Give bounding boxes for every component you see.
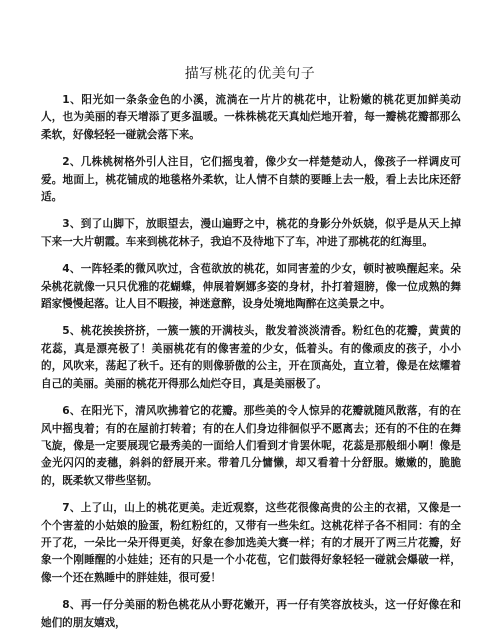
paragraph-1: 1、阳光如一条条金色的小溪，流淌在一片片的桃花中，让粉嫩的桃花更加鲜美动人，也为美丽的春天增添了更多温暖。一株株桃花天真灿烂地开着，每一瓣桃花瓣都那么柔软，好像轻轻一碰就会落下来。: [41, 94, 461, 141]
paragraph-7: 7、上了山，山上的桃花更美。走近观察，这些花很像高贵的公主的衣裙，又像是一个个害羞的小姑娘的脸蛋，粉红粉红的，又带有一些朱红。这桃花样子各不相同：有的全开了花，一朵比一朵开得更美，好象在参加选美大赛一样；有的才展开了两三片花瓣，好象一个刚睡醒的小娃娃；还有的只是一个小花苞，它们鼓得好象轻轻一碰就会爆破一样，像一个还在熟睡中的胖娃娃，很可爱！: [41, 502, 461, 584]
paragraph-6: 6、在阳光下，清风吹拂着它的花瓣。那些美的令人惊异的花瓣就随风散落，有的在风中摇曳着；有的在屋前打转着；有的在人们身边徘徊似乎不愿离去；还有的不住的在舞飞旋，像是一定要展现它最秀美的一面给人们看到才肯罢休呢，花蕊是那般细小啊！像是金光闪闪的麦穗，斜斜的舒展开来。带着几分慵懒，却又看着十分舒服。嫩嫩的，脆脆的，既柔软又带些坚韧。: [41, 405, 461, 487]
paragraph-8: 8、再一仔分美丽的粉色桃花从小野花嫩开，再一仔有笑容放枝头，这一仔好像在和她们的朋友嬉戏，: [41, 599, 461, 629]
document-body: [41, 92, 461, 642]
paragraph-4: 4、一阵轻柔的微风吹过，含苞欲放的桃花，如同害羞的少女，顿时被唤醒起来。朵朵桃花就像一只只优雅的花蝴蝶，伸展着婀娜多姿的身材，扑打着翅膀，像一位成熟的舞蹈家慢慢起落。让人目不暇接，神迷意醉，设身处境地陶醉在这美景之中。: [41, 263, 461, 311]
document-title: 描写桃花的优美句子: [184, 66, 316, 82]
paragraph-2: 2、几株桃树格外引人注目，它们摇曳着，像少女一样楚楚动人，像孩子一样调皮可爱。地面上，桃花铺成的地毯格外柔软，让人情不自禁的要睡上去一般，看上去比床还舒适。: [41, 156, 461, 204]
paragraph-5: 5、桃花挨挨挤挤，一簇一簇的开满枝头，散发着淡淡清香。粉红色的花瓣，黄黄的花蕊，真是漂亮极了！美丽桃花有的像害羞的少女，低着头。有的像顽皮的孩子，小小的，风吹来，荡起了秋千。还有的则像骄傲的公主，开在顶高处，直立着，像是在炫耀着自己的美丽。美丽的桃花开得那么灿烂夺目，真是美丽极了。: [41, 325, 461, 390]
paragraph-3: 3、到了山脚下，放眼望去，漫山遍野之中，桃花的身影分外妖娆，似乎是从天上掉下来一大片朝霞。车来到桃花林子，我迫不及待地下了车，冲进了那桃花的红海里。: [41, 218, 461, 248]
